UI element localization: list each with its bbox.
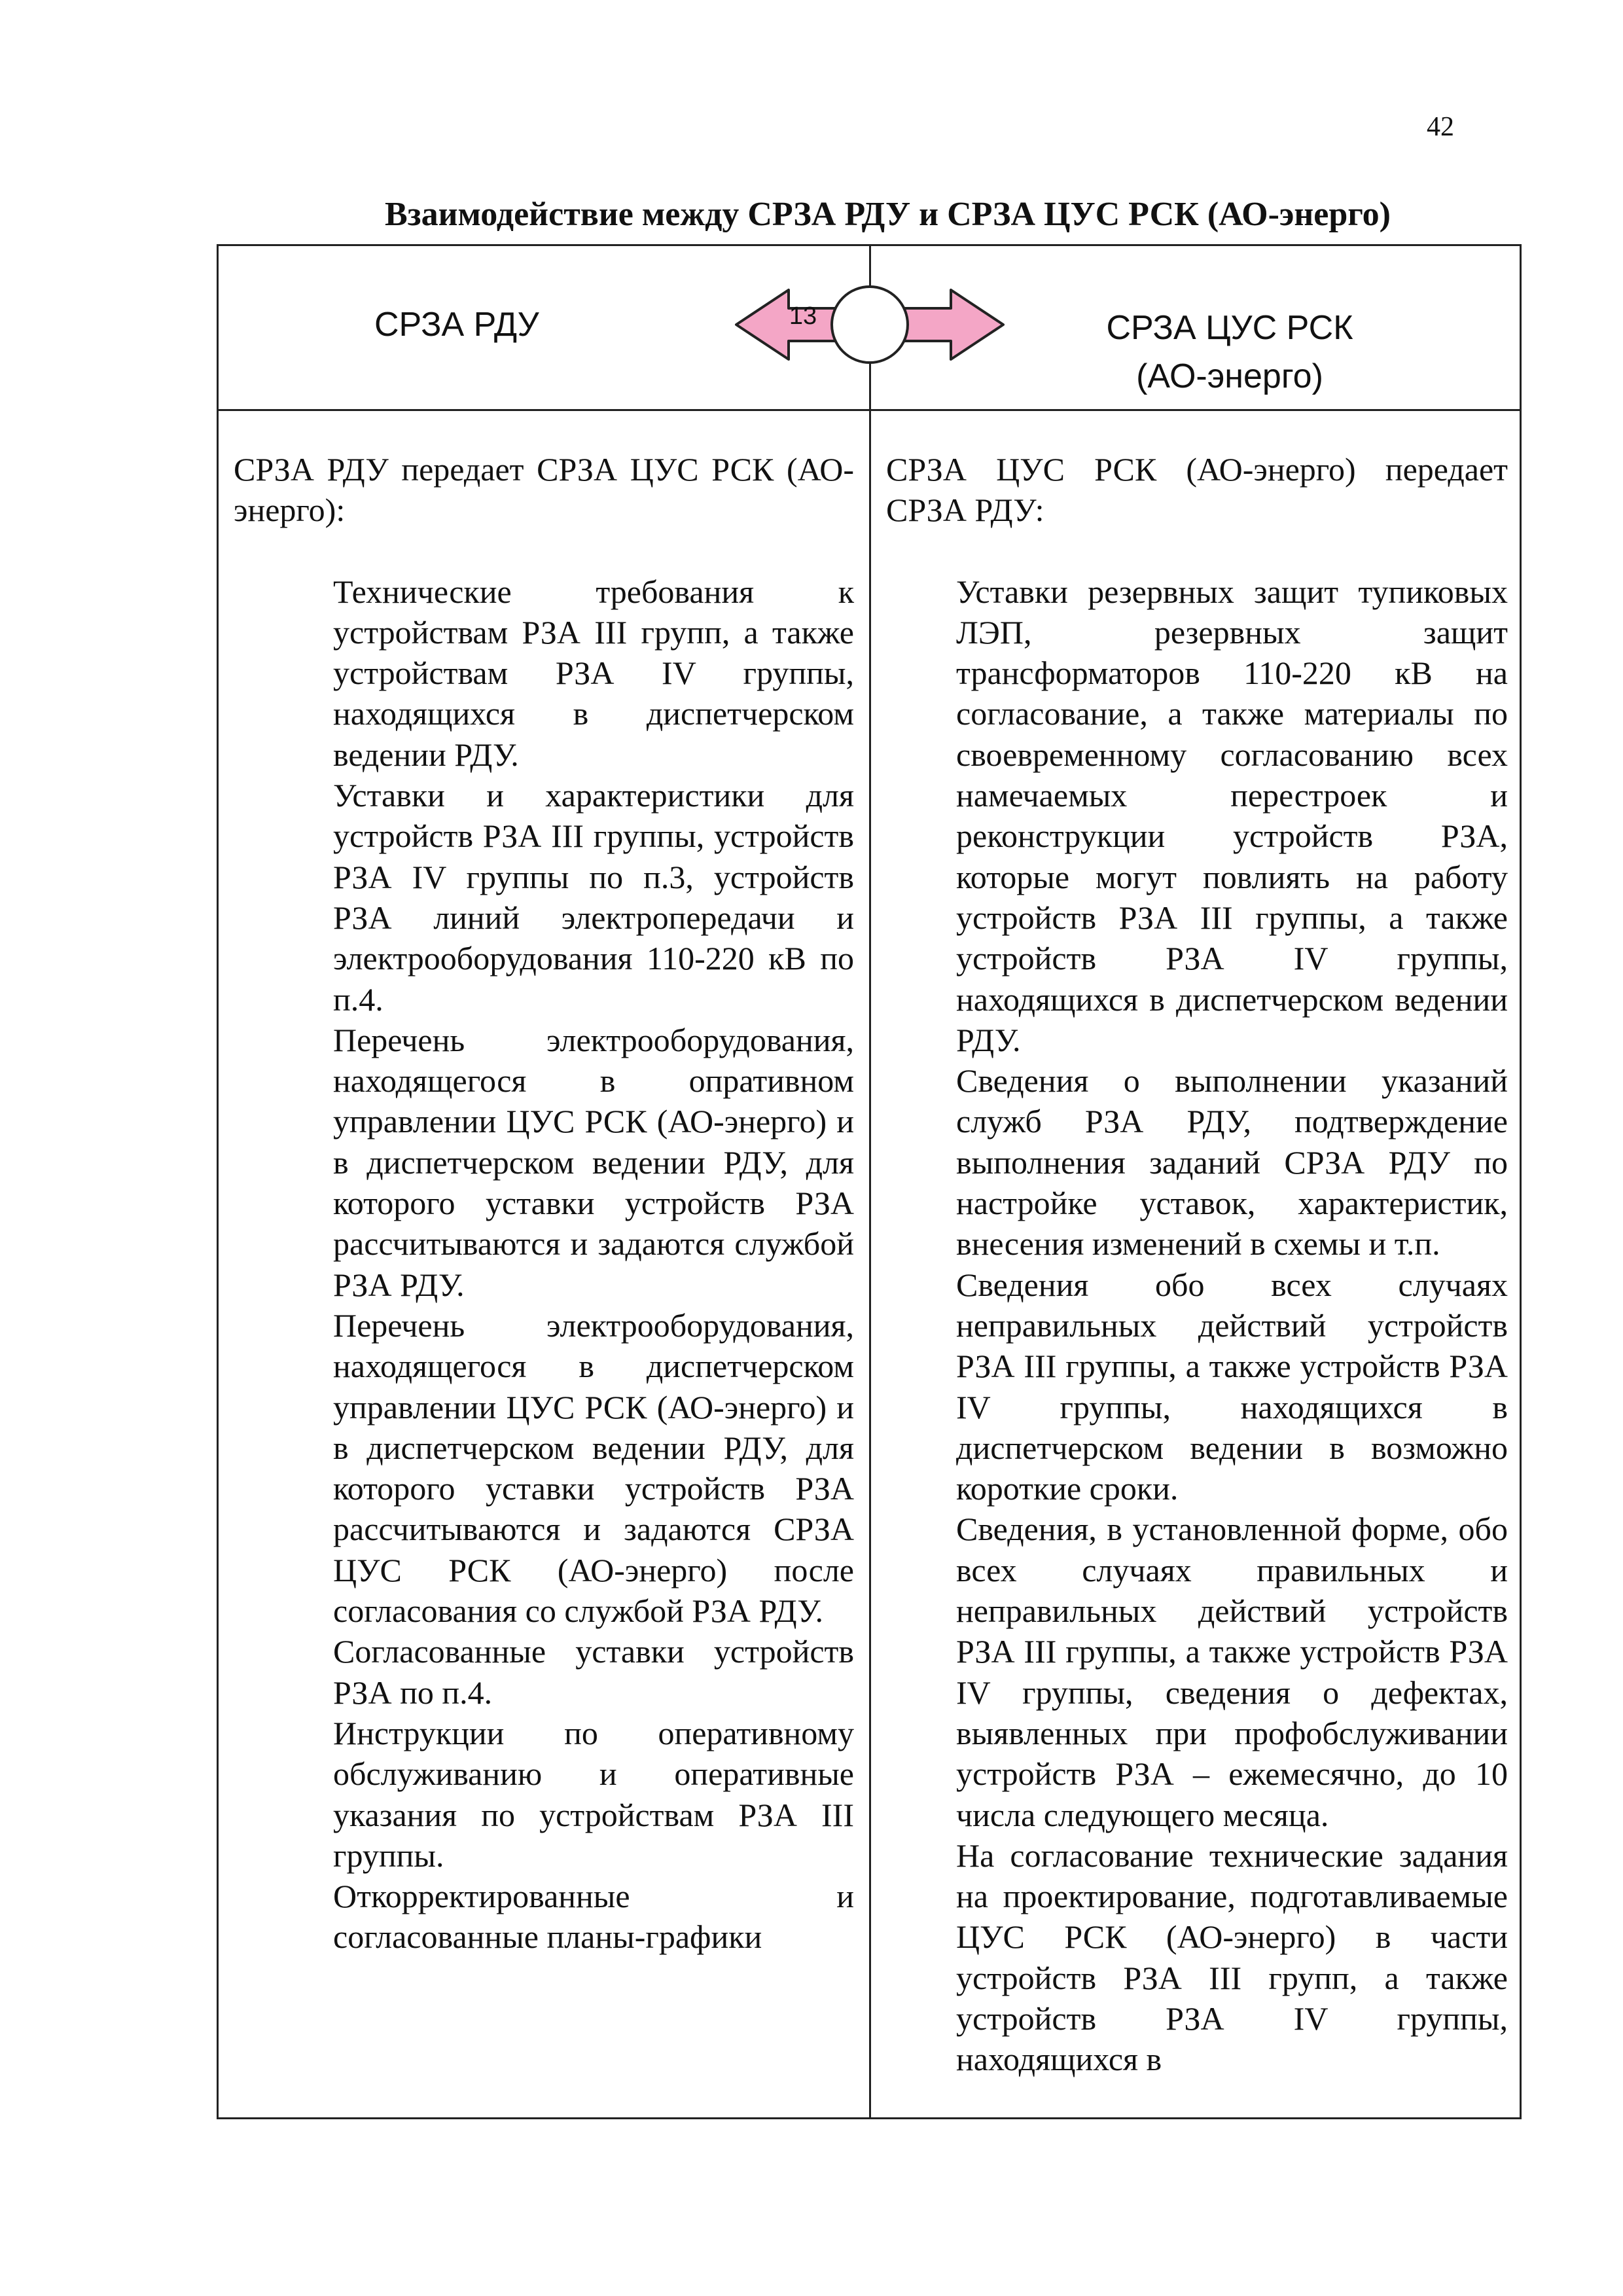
list-item: Перечень электрооборудования, находящегося в диспетчерском управлении ЦУС РСК (АО-энерго) и в диспетчерском ведении РДУ, для которого уставки устройств РЗА рассчитываются и задаются СРЗА ЦУС РСК (АО-энерго) после согласования со службой РЗА РДУ. <box>333 1306 854 1630</box>
list-item: Сведения обо всех случаях неправильных действий устройств РЗА III группы, а также устройств РЗА IV группы, находящихся в диспетчерском ведении в возможно короткие сроки. <box>956 1266 1508 1507</box>
list-item: На согласование технические задания на проектирование, подготавливаемые ЦУС РСК (АО-энерго) в части устройств РЗА III групп, а также устройств РЗА IV группы, находящихся в <box>956 1837 1508 2078</box>
list-item: Сведения, в установленной форме, обо всех случаях правильных и неправильных действий устройств РЗА III группы, а также устройств РЗА IV группы, сведения о дефектах, выявленных при профобслуживании устройств РЗА – ежемесячно, до 10 числа следующего месяца. <box>956 1511 1508 1833</box>
left-column <box>234 449 854 1958</box>
right-intro: СРЗА ЦУС РСК (АО-энерго) передает СРЗА РДУ: <box>886 451 1508 529</box>
header-right-line2: (АО-энерго) <box>1136 357 1323 395</box>
left-items-list <box>234 571 854 1958</box>
page-number: 42 <box>1427 112 1454 142</box>
list-item: Технические требования к устройствам РЗА III групп, а также устройствам РЗА IV группы, находящихся в диспетчерском ведении РДУ. <box>333 573 854 773</box>
list-item: Согласованные уставки устройств РЗА по п.4. <box>333 1633 854 1711</box>
header-right-line1: СРЗА ЦУС РСК <box>1106 309 1353 347</box>
interaction-table <box>217 244 1522 2119</box>
list-item: Сведения о выполнении указаний служб РЗА РДУ, подтверждение выполнения заданий СРЗА РДУ по настройке уставок, характеристик, внесения изменений в схемы и т.п. <box>956 1062 1508 1263</box>
badge-number: 13 <box>789 302 817 330</box>
left-intro: СРЗА РДУ передает СРЗА ЦУС РСК (АО-энерго): <box>234 451 854 529</box>
right-items-list <box>886 571 1508 2080</box>
header-left-label: СРЗА РДУ <box>374 306 539 344</box>
header-right-label <box>1082 304 1377 401</box>
list-item: Перечень электрооборудования, находящегося в опративном управлении ЦУС РСК (АО-энерго) и в диспетчерском ведении РДУ, для которого уставки устройств РЗА рассчитываются и задаются службой РЗА РДУ. <box>333 1021 854 1303</box>
list-item: Откорректированные и согласованные планы-графики <box>333 1878 854 1956</box>
list-item: Уставки резервных защит тупиковых ЛЭП, резервных защит трансформаторов 110-220 кВ на согласование, а также материалы по своевременному согласованию всех намечаемых перестроек и реконструкции устройств РЗА, которые могут повлиять на работу устройств РЗА III группы, а также устройств РЗА IV группы, находящихся в диспетчерском ведении РДУ. <box>956 573 1508 1058</box>
number-badge-circle <box>832 287 908 363</box>
list-item: Инструкции по оперативному обслуживанию и оперативные указания по устройствам РЗА III группы. <box>333 1714 854 1874</box>
column-divider <box>869 246 871 2117</box>
list-item: Уставки и характеристики для устройств РЗА III группы, устройств РЗА IV группы по п.3, устройств РЗА линий электропередачи и электрооборудования 110-220 кВ по п.4. <box>333 777 854 1018</box>
document-title: Взаимодействие между СРЗА РДУ и СРЗА ЦУС РСК (АО-энерго) <box>385 196 1391 233</box>
double-arrow-icon <box>732 282 1007 367</box>
right-column <box>886 449 1508 2080</box>
